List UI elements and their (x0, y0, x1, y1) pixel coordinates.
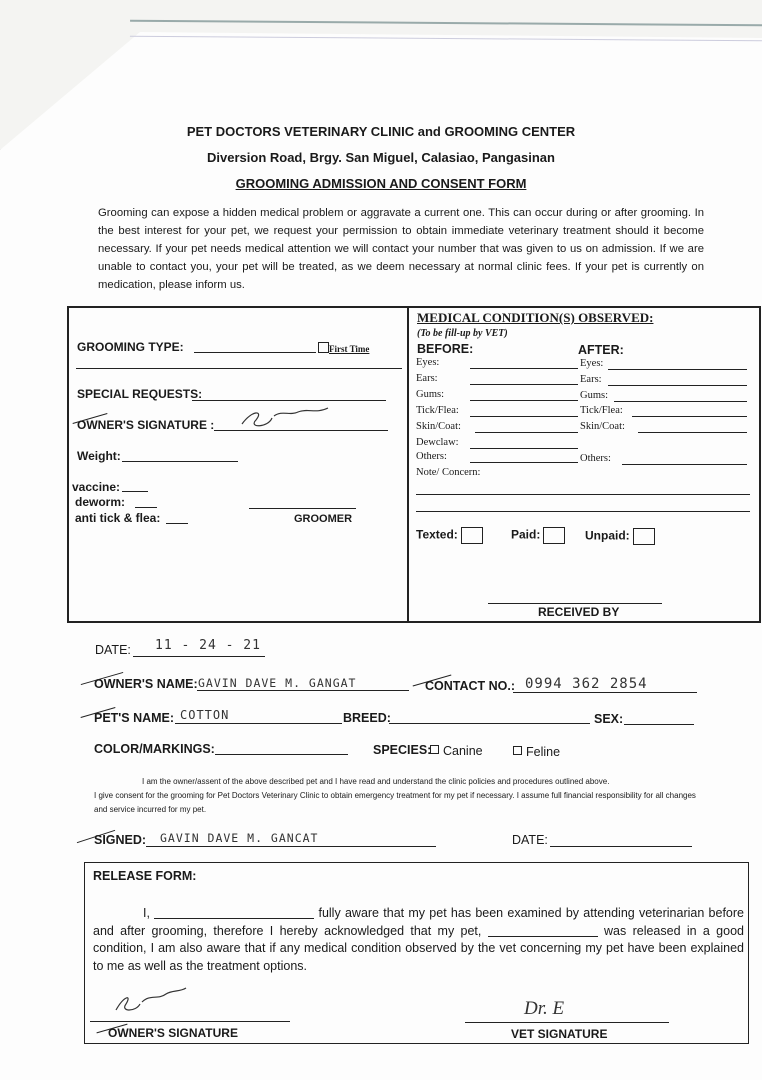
feline-label: Feline (526, 745, 561, 759)
after-item-line[interactable] (614, 401, 747, 402)
breed-label: BREED: (343, 711, 391, 725)
clinic-name: PET DOCTORS VETERINARY CLINIC and GROOMING CENTER (186, 124, 576, 139)
owner-signature-scribble (238, 402, 338, 436)
before-item-label: Dewclaw: (416, 437, 459, 448)
before-item-line[interactable] (470, 416, 578, 417)
after-item-line[interactable] (638, 432, 747, 433)
after-item-label: Ears: (580, 374, 602, 385)
paid-option[interactable] (511, 527, 565, 544)
sex-line[interactable] (624, 724, 694, 725)
release-name-blank[interactable] (154, 906, 314, 919)
owner-name-value: GAVIN DAVE M. GANGAT (198, 676, 357, 690)
after-item-label: Gums: (580, 390, 609, 401)
after-item-label: Eyes: (580, 358, 604, 369)
signed-line[interactable] (146, 846, 436, 847)
owner-name-line[interactable] (197, 690, 409, 691)
release-title: RELEASE FORM: (93, 869, 197, 883)
before-item-label: Others: (416, 451, 447, 462)
contact-value: 0994 362 2854 (525, 676, 648, 692)
unpaid-checkbox[interactable] (633, 528, 655, 545)
signed-label: SIGNED: (94, 833, 147, 847)
feline-checkbox[interactable] (513, 746, 522, 755)
texted-label: Texted: (416, 527, 458, 542)
unpaid-label: Unpaid: (585, 528, 630, 543)
vet-signature-line[interactable] (465, 1022, 669, 1023)
medical-subtitle: (To be fill-up by VET) (417, 328, 508, 339)
note-label: Note/ Concern: (416, 467, 481, 478)
consent-line-2: I give consent for the grooming for Pet Doctors Veterinary Clinic to obtain emergency treatment for my pet if necessary. I assume full financial responsibility for all changes and service incurred for my pet. (94, 791, 696, 814)
grooming-type-line[interactable] (194, 352, 316, 353)
contact-label: CONTACT NO.: (425, 679, 516, 693)
box-divider (407, 307, 409, 621)
before-heading: BEFORE: (417, 342, 474, 356)
before-item-line[interactable] (475, 432, 578, 433)
date-line[interactable] (133, 656, 265, 657)
grooming-type-line-2[interactable] (76, 368, 402, 369)
deworm-label: deworm: (75, 495, 126, 509)
received-by-line[interactable] (488, 603, 662, 604)
vet-signature-label: VET SIGNATURE (511, 1027, 608, 1041)
release-owner-signature-label: OWNER'S SIGNATURE (108, 1026, 238, 1040)
special-requests-line[interactable] (192, 400, 386, 401)
color-markings-label: COLOR/MARKINGS: (94, 742, 215, 756)
vaccine-line[interactable] (122, 491, 148, 492)
release-i: I, (143, 906, 150, 920)
vaccine-label: vaccine: (72, 480, 121, 494)
before-item-line[interactable] (470, 400, 578, 401)
release-text-b: was released in a good condition, I am also aware that if any medical condition observed by the vet concerning my pet have been explained to me as well as the treatment options. (93, 923, 744, 973)
pet-name-label: PET'S NAME: (94, 711, 175, 725)
before-item-label: Skin/Coat: (416, 421, 461, 432)
before-item-line[interactable] (470, 462, 578, 463)
groomer-label: GROOMER (294, 513, 353, 525)
canine-option[interactable] (430, 744, 483, 758)
breed-line[interactable] (389, 723, 590, 724)
weight-line[interactable] (122, 461, 238, 462)
release-text-a: fully aware that my pet has been examined by attending veterinarian before and after grooming, therefore I hereby acknowledged that my pet, (93, 906, 744, 938)
consent-date-line[interactable] (550, 846, 692, 847)
note-line-1[interactable] (416, 494, 750, 495)
texted-checkbox[interactable] (461, 527, 483, 544)
special-requests-label: SPECIAL REQUESTS: (77, 387, 203, 401)
after-item-line[interactable] (632, 416, 747, 417)
first-time-option[interactable] (318, 342, 369, 354)
before-item-label: Tick/Flea: (416, 405, 459, 416)
anti-tick-label: anti tick & flea: (75, 511, 161, 525)
before-item-line[interactable] (470, 448, 578, 449)
first-time-label: First Time (329, 344, 370, 354)
form-title: GROOMING ADMISSION AND CONSENT FORM (235, 176, 527, 191)
anti-tick-line[interactable] (166, 523, 188, 524)
deworm-line[interactable] (135, 507, 157, 508)
color-markings-line[interactable] (215, 754, 348, 755)
before-item-label: Ears: (416, 373, 438, 384)
grooming-type-label: GROOMING TYPE: (77, 340, 184, 354)
after-item-line[interactable] (608, 385, 747, 386)
after-item-label: Others: (580, 453, 611, 464)
release-owner-line[interactable] (90, 1021, 290, 1022)
species-label: SPECIES: (373, 743, 432, 757)
pet-name-value: COTTON (180, 708, 230, 722)
canine-label: Canine (443, 744, 483, 758)
signed-value: GAVIN DAVE M. GANCAT (160, 831, 319, 845)
canine-checkbox[interactable] (430, 745, 439, 754)
after-item-label: Skin/Coat: (580, 421, 625, 432)
date-label: DATE: (95, 643, 131, 657)
medical-title: MEDICAL CONDITION(S) OBSERVED: (417, 310, 654, 325)
unpaid-option[interactable] (585, 528, 655, 545)
after-item-line[interactable] (608, 369, 747, 370)
release-paragraph (93, 905, 744, 975)
owner-name-label: OWNER'S NAME: (94, 677, 198, 691)
release-pet-blank[interactable] (488, 924, 598, 937)
before-item-line[interactable] (470, 368, 578, 369)
sex-label: SEX: (594, 712, 624, 726)
pet-name-line[interactable] (175, 723, 342, 724)
received-by-label: RECEIVED BY (538, 605, 620, 619)
texted-option[interactable] (416, 527, 483, 544)
contact-line[interactable] (513, 692, 697, 693)
date-value: 11 - 24 - 21 (155, 638, 261, 653)
vet-mark: Dr. E (524, 998, 565, 1019)
consent-date-label: DATE: (512, 833, 548, 847)
paid-label: Paid: (511, 527, 541, 542)
owner-signature-label: OWNER'S SIGNATURE : (77, 418, 215, 432)
consent-line-1: I am the owner/assent of the above described pet and I have read and understand the clinic policies and procedures outlined above. (142, 777, 610, 786)
before-item-line[interactable] (470, 384, 578, 385)
intro-paragraph: Grooming can expose a hidden medical problem or aggravate a current one. This can occur during or after grooming. In the best interest for your pet, we request your permission to obtain immediate veterinary treatment should it become necessary. If your pet needs medical attention we will contact your number that was given to us on admission. If we are unable to contact you, your pet will be treated, as we deem necessary at normal clinic fees. If your pet is currently on medication, please inform us. (98, 207, 704, 291)
feline-option[interactable] (513, 745, 560, 759)
after-heading: AFTER: (578, 343, 624, 357)
paid-checkbox[interactable] (543, 527, 565, 544)
groomer-line[interactable] (249, 508, 356, 509)
release-owner-scribble (110, 982, 190, 1018)
clinic-address: Diversion Road, Brgy. San Miguel, Calasiao, Pangasinan (207, 150, 555, 165)
first-time-checkbox[interactable] (318, 342, 329, 353)
weight-label: Weight: (77, 449, 121, 463)
before-item-label: Gums: (416, 389, 445, 400)
after-item-label: Tick/Flea: (580, 405, 623, 416)
note-line-2[interactable] (416, 511, 750, 512)
before-item-label: Eyes: (416, 357, 440, 368)
after-item-line[interactable] (622, 464, 747, 465)
